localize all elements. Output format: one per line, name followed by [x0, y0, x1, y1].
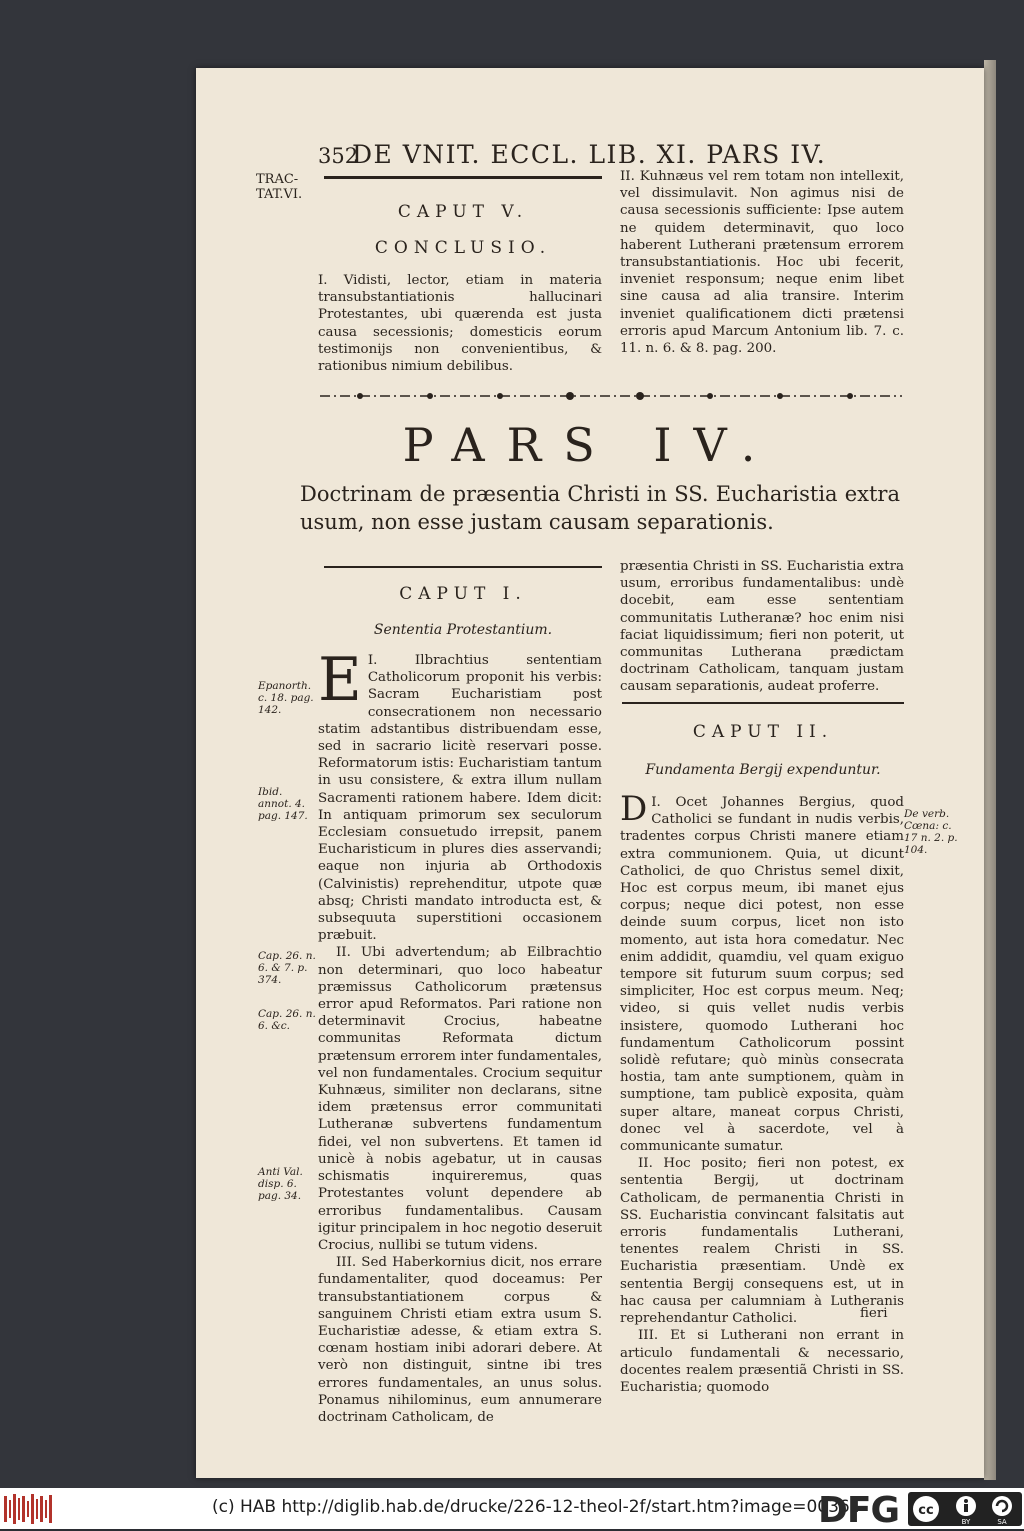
page-edge — [984, 60, 996, 1480]
cc-by-sa-icon — [908, 1492, 1022, 1526]
margin-note-ibid: Ibid. annot. 4. pag. 147. — [258, 786, 308, 822]
pars-title: PARS IV. — [402, 418, 778, 472]
margin-tractatus: TRAC- TAT.VI. — [256, 172, 303, 202]
ornament-band — [320, 386, 902, 406]
margin-note-cap26a: Cap. 26. n. 6. & 7. p. 374. — [258, 950, 316, 986]
caput2-subtitle: Fundamenta Bergij expenduntur. — [645, 762, 881, 778]
margin-note-epanorth: Epanorth. c. 18. pag. 142. — [258, 680, 314, 716]
margin-note-antival: Anti Val. disp. 6. pag. 34. — [258, 1166, 303, 1202]
section-rule — [622, 702, 904, 704]
caput1-title: CAPUT I. — [399, 584, 527, 604]
margin-note-deverb: De verb. Cœna: c. 17 n. 2. p. 104. — [904, 808, 958, 856]
section-rule — [324, 176, 602, 179]
catchword: fieri — [860, 1306, 888, 1321]
running-title: DE VNIT. ECCL. LIB. XI. PARS IV. — [352, 140, 827, 169]
caput1-subtitle: Sententia Protestantium. — [373, 622, 553, 638]
drop-cap-d: D — [620, 789, 648, 829]
pars-subtitle: Doctrinam de præsentia Christi in SS. Eucharistia extra usum, non esse justam causam separationis. — [300, 482, 900, 534]
caput5-left-text: I. Vidisti, lector, etiam in materia transubstantiationis hallucinari Protestantes, ubi quærenda est justa causa secessionis; domesticis eorum testimonijs non convenientibus, & rationibus nimium debilibus. — [318, 273, 602, 375]
caput2-title: CAPUT II. — [692, 722, 834, 742]
caput5-right-text: II. Kuhnæus vel rem totam non intellexit, vel dissimulavit. Non agimus nisi de causa secessionis sufficiente: Ipse autem ne quidem determinavit, quo loco haberent Lutherani prætensum errorem transubstantiationis. Hoc ubi fecerit, inveniet responsum; neque enim libet sine causa ad alia transire. Interim inveniet qualificationem dicti prætensi erroris apud Marcum Antonium lib. 7. c. 11. n. 6. & 8. pag. 200. — [620, 169, 904, 357]
drop-cap-e: E — [318, 645, 362, 715]
caput5-subtitle: CONCLUSIO. — [374, 238, 552, 258]
caput1-right-continuation: præsentia Christi in SS. Eucharistia extra usum, erroribus fundamentalibus: undè docebit, eam esse sententiam communitatis Lutheranæ? hoc enim nisi faciat liquidissimum; fieri non poterit, ut communitas Lutherana prædictam doctrinam Catholicam, tanquam justam causam separationis, audeat proferre. — [620, 559, 904, 695]
caput1-left-text: I. E Ilbrachtius sententiam Catholicorum proponit his verbis: Sacram Eucharistiam post consecrationem non necessario statim adstantibus distribuendam esse, sed in sacrario licitè reservari posse. Reformatorum istis: Eucharistiam tantum in usu consistere, & extra illum nullam Sacramenti rationem habere. Idem dicit: In antiquam primorum sex seculorum Ecclesiam consuetudo irrepsit, panem Eucharisticum in plures dies asservandi; eaque non injuria ab Orthodoxis (Calvinistis) reprehenditur, utpote quæ absq; Christi mandato introducta est, & subsequuta superstitioni occasionem præbuit. II. Ubi advertendum; ab Eilbrachtio non determinari, quo loco habeatur præmissus Catholicorum prætensus error apud Reformatos. Pari ratione non determinavit Crocius, habeatne communitas Reformata dictum prætensum errorem inter fundamentales, vel non fundamentales. Crocium sequitur Kuhnæus, similiter non declarans, sitne idem prætensus error communitati Lutheranæ subvertens fundamentum fidei, vel non subvertens. Et tamen id unicè à nobis agebatur, ut in causas schismatis inquireremus, quas Protestantes volunt dependere ab erroribus fundamentalibus. Causam igitur principalem in hoc negotio deseruit Crocius, nullibi se tutum videns. III. Sed Haberkornius dicit, nos errare fundamentaliter, quod doceamus: Per transubstantiationem corpus & sanguinem Christi etiam extra usum S. Eucharistiæ adesse, & etiam extra S. cœnam hostiam inibi adorari debere. At verò non distinguit, sintne ibi tres errores fundamentales, an unus solus. Ponamus nihilominus, eum annumerare doctrinam Catholicam, de — [318, 645, 602, 1425]
section-rule — [324, 566, 602, 568]
footer-link[interactable]: (c) HAB http://diglib.hab.de/drucke/226-12-theol-2f/start.htm?image=00364 — [212, 1497, 861, 1517]
paragraph-number: I. — [367, 653, 378, 668]
paragraph-number: I. — [651, 795, 661, 810]
caput2-text: I. D Ocet Johannes Bergius, quod Catholici se fundant in nudis verbis, tradentes corpus Christi manere etiam extra communionem. Quia, ut dicunt Catholici, de quo Christus semel dixit, Hoc est corpus meum, ibi manet ejus corpus; neque dici potest, non esse deinde suum corpus, licet non isto momento, aut ista hora comedatur. Nec enim addidit, quamdiu, vel quam exiguo tempore sit futurum suum corpus; sed simpliciter, Hoc est corpus meum. Neq; video, si quis vellet nudis verbis insistere, quomodo Lutherani hoc fundamentum Catholicorum possint solidè refutare; quò minùs consecrata hostia, tam ante sumptionem, quàm in sumptione, tam publicè exposita, quàm super altare, maneat corpus Christi, donec vel à sacerdote, vel à communicante sumatur. II. Hoc posito; fieri non potest, ex sententia Bergij, ut doctrinam Catholicam, de permanentia Christi in SS. Eucharistia convincant falsitatis aut erroris fundamentalis Lutherani, tenentes realem Christi in SS. Eucharistia præsentiam. Undè ex sententia Bergij consequens est, ut in hac causa per calumniam à Lutheranis reprehendantur Catholici. III. Et si Lutherani non errant in articulo fundamentali & necessario, docentes realem præsentiã Christi in SS. Eucharistia; quomodo — [620, 789, 904, 1395]
page-number: 352 — [318, 144, 359, 168]
hab-barcode-icon — [4, 1494, 52, 1524]
dfg-logo: DFG — [818, 1490, 900, 1531]
svg-text:cc: cc — [918, 1503, 934, 1518]
svg-text:SA: SA — [997, 1518, 1007, 1526]
caput5-title: CAPUT V. — [397, 202, 529, 222]
margin-note-cap26b: Cap. 26. n. 6. &c. — [258, 1008, 316, 1032]
svg-text:BY: BY — [961, 1518, 971, 1526]
